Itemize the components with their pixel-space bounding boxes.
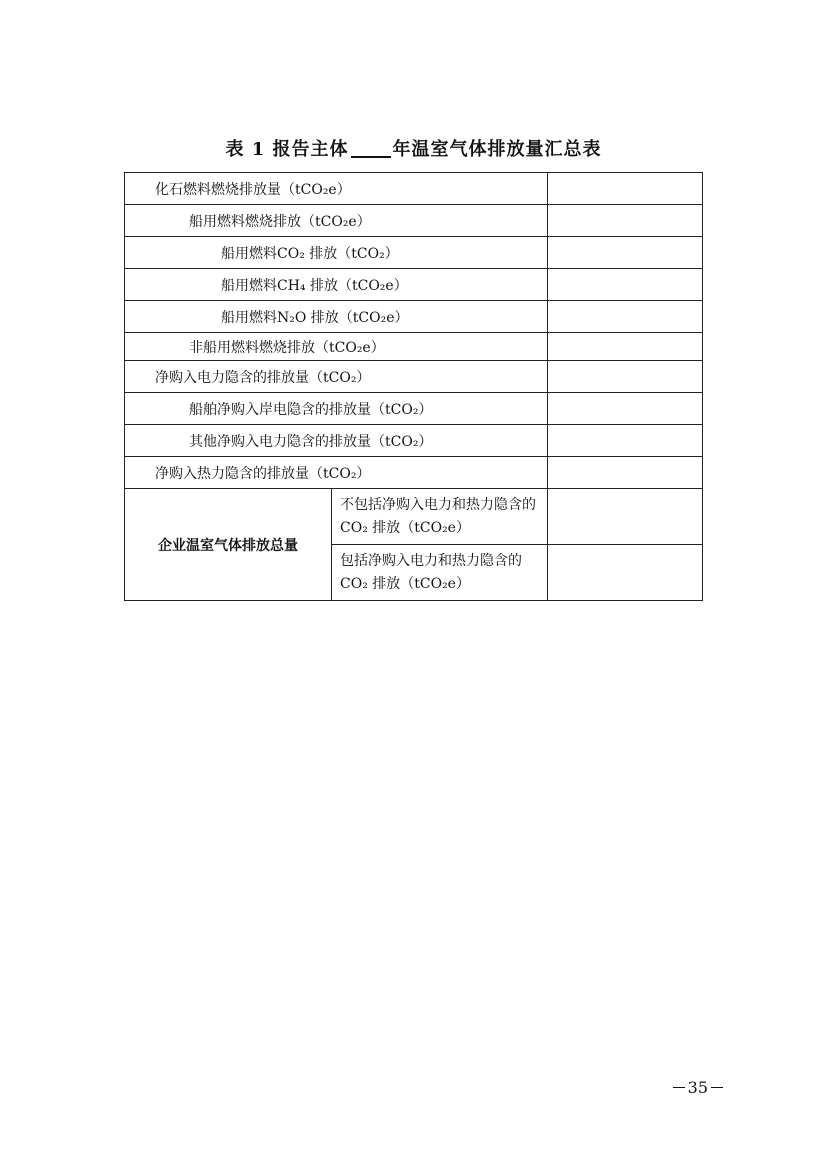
value-cell <box>548 333 703 361</box>
value-cell <box>548 393 703 425</box>
dash-right <box>711 1087 723 1088</box>
row-label: 其他净购入电力隐含的排放量（tCO₂） <box>125 425 548 457</box>
value-cell <box>548 425 703 457</box>
row-label: 船用燃料燃烧排放（tCO₂e） <box>125 205 548 237</box>
emissions-summary-table <box>124 172 703 601</box>
table-row <box>125 269 703 301</box>
table-row <box>125 237 703 269</box>
row-label: 净购入热力隐含的排放量（tCO₂） <box>125 457 548 489</box>
summary-including-label: 包括净购入电力和热力隐含的 CO₂ 排放（tCO₂e） <box>332 545 548 601</box>
value-cell <box>548 361 703 393</box>
table-row <box>125 173 703 205</box>
table-row <box>125 489 703 545</box>
row-label: 船舶净购入岸电隐含的排放量（tCO₂） <box>125 393 548 425</box>
value-cell <box>548 301 703 333</box>
year-blank-field <box>351 138 391 158</box>
value-cell <box>548 457 703 489</box>
table-row <box>125 205 703 237</box>
table-row <box>125 301 703 333</box>
table-title <box>0 135 827 161</box>
summary-label: 企业温室气体排放总量 <box>125 489 332 601</box>
row-label: 净购入电力隐含的排放量（tCO₂） <box>125 361 548 393</box>
value-cell <box>548 545 703 601</box>
table-row <box>125 425 703 457</box>
row-label: 非船用燃料燃烧排放（tCO₂e） <box>125 333 548 361</box>
value-cell <box>548 489 703 545</box>
row-label: 船用燃料CO₂ 排放（tCO₂） <box>125 237 548 269</box>
row-label: 船用燃料CH₄ 排放（tCO₂e） <box>125 269 548 301</box>
page-number-text: 35 <box>687 1078 708 1097</box>
page-number <box>670 1078 726 1097</box>
table-row <box>125 361 703 393</box>
value-cell <box>548 237 703 269</box>
table-row <box>125 457 703 489</box>
title-prefix: 表 1 报告主体 <box>225 139 349 160</box>
value-cell <box>548 269 703 301</box>
dash-left <box>673 1087 685 1088</box>
table-row <box>125 333 703 361</box>
summary-excluding-label: 不包括净购入电力和热力隐含的 CO₂ 排放（tCO₂e） <box>332 489 548 545</box>
row-label: 化石燃料燃烧排放量（tCO₂e） <box>125 173 548 205</box>
value-cell <box>548 205 703 237</box>
title-suffix: 年温室气体排放量汇总表 <box>392 139 602 160</box>
table-row <box>125 393 703 425</box>
value-cell <box>548 173 703 205</box>
row-label: 船用燃料N₂O 排放（tCO₂e） <box>125 301 548 333</box>
